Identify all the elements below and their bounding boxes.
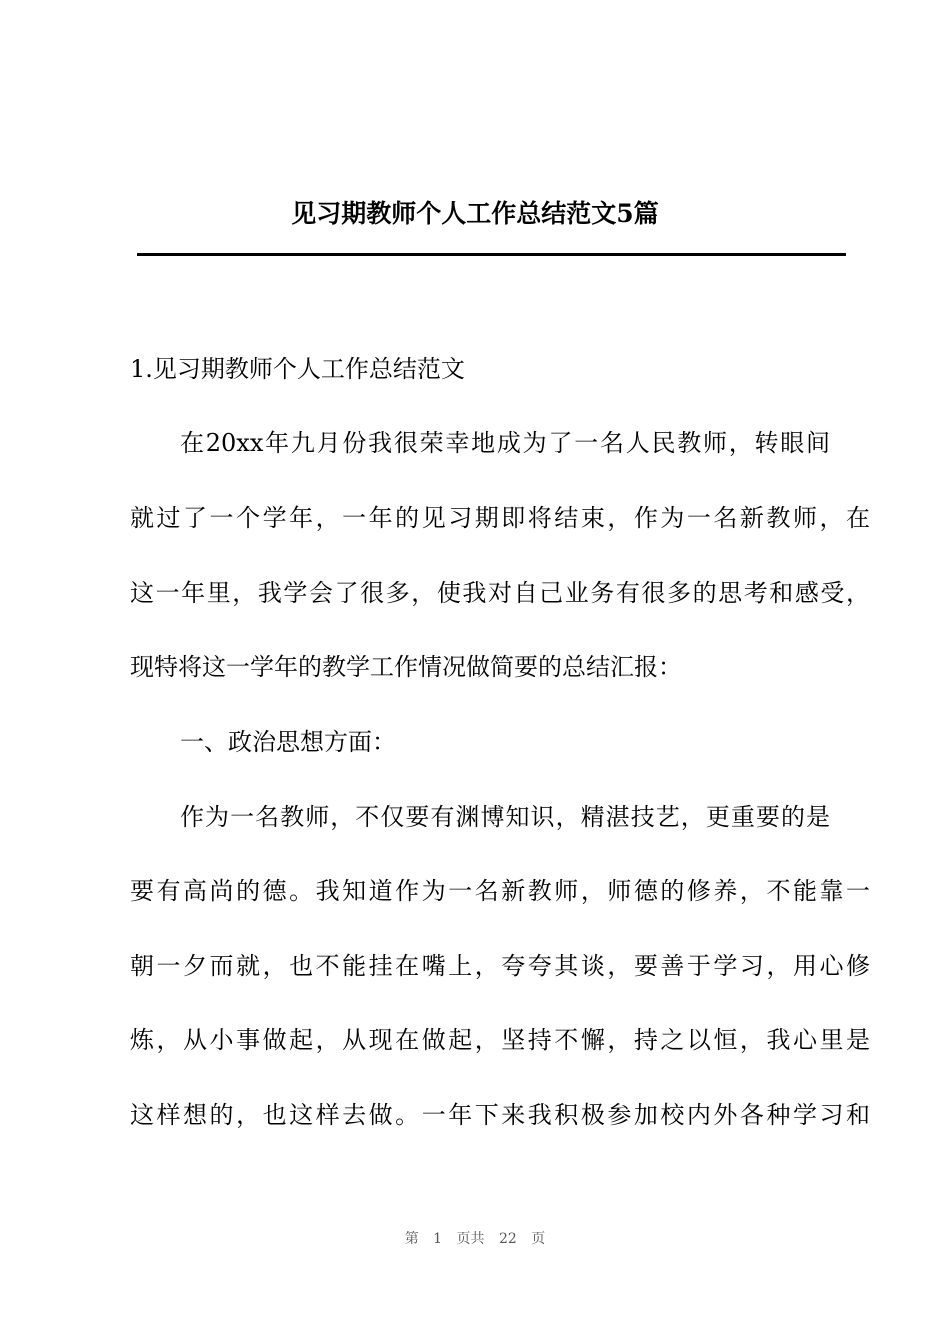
paragraph1-line3: 这一年里，我学会了很多，使我对自己业务有很多的思考和感受， [130, 579, 870, 607]
paragraph2-line1: 作为一名教师，不仅要有渊博知识，精湛技艺，更重要的是 [180, 803, 830, 831]
paragraph1-line1: 在20xx年九月份我很荣幸地成为了一名人民教师，转眼间 [180, 429, 830, 457]
title-underline [137, 253, 846, 256]
paragraph1-line2: 就过了一个学年，一年的见习期即将结束，作为一名新教师，在 [130, 504, 870, 532]
paragraph2-line4: 炼，从小事做起，从现在做起，坚持不懈，持之以恒，我心里是 [130, 1026, 870, 1054]
document-title: 见习期教师个人工作总结范文5篇 [291, 199, 659, 228]
paragraph2-line2: 要有高尚的德。我知道作为一名新教师，师德的修养，不能靠一 [130, 877, 870, 905]
paragraph2-line5: 这样想的，也这样去做。一年下来我积极参加校内外各种学习和 [130, 1101, 870, 1129]
page-footer: 第 1 页共 22 页 [404, 1231, 546, 1247]
paragraph1-line4: 现特将这一学年的教学工作情况做简要的总结汇报： [130, 653, 682, 681]
paragraph2-line3: 朝一夕而就，也不能挂在嘴上，夸夸其谈，要善于学习，用心修 [130, 952, 870, 980]
subheading: 一、政治思想方面： [180, 728, 396, 756]
section-heading: 1.见习期教师个人工作总结范文 [130, 355, 465, 383]
